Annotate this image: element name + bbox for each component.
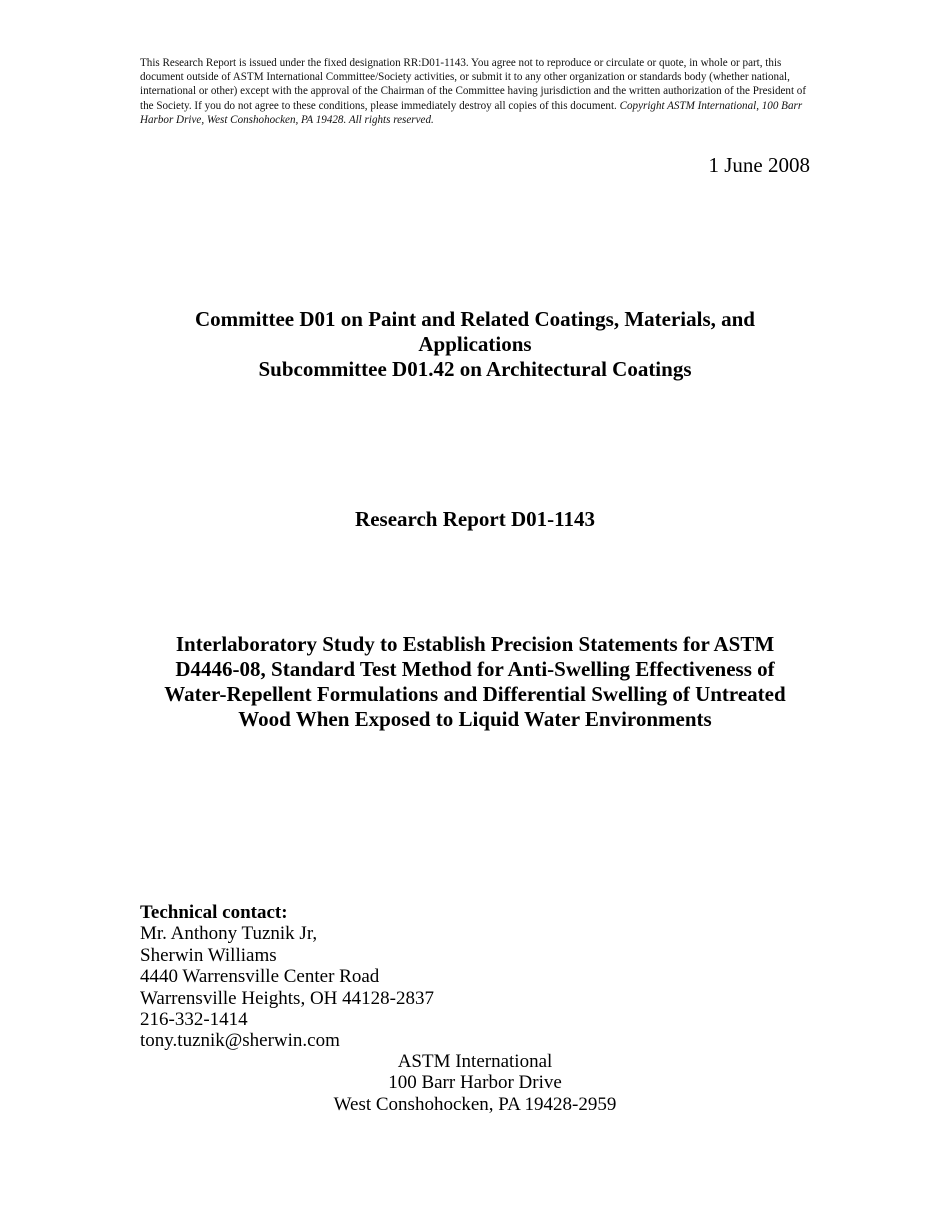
contact-city: Warrensville Heights, OH 44128-2837 xyxy=(140,987,434,1009)
contact-name: Mr. Anthony Tuznik Jr, xyxy=(140,923,318,945)
technical-contact xyxy=(140,902,434,1052)
report-date: 1 June 2008 xyxy=(708,153,810,177)
report-number: Research Report D01-1143 xyxy=(355,507,595,531)
contact-company: Sherwin Williams xyxy=(140,944,277,966)
astm-name: ASTM International xyxy=(397,1051,553,1072)
committee-line-1: Committee D01 on Paint and Related Coatings, Materials, and xyxy=(195,307,755,331)
astm-street: 100 Barr Harbor Drive xyxy=(388,1072,562,1094)
contact-email: tony.tuznik@sherwin.com xyxy=(140,1030,340,1052)
notice-copyright: Copyright ASTM International, 100 Barr Harbor Drive, West Conshohocken, PA 19428. All rights reserved. xyxy=(140,99,803,126)
report-title xyxy=(140,632,810,732)
title-line-1: Interlaboratory Study to Establish Precision Statements for ASTM xyxy=(175,632,775,656)
contact-street: 4440 Warrensville Center Road xyxy=(140,966,380,988)
copyright-notice xyxy=(140,56,812,127)
title-line-3: Water-Repellent Formulations and Differential Swelling of Untreated xyxy=(164,682,786,706)
contact-phone: 216-332-1414 xyxy=(140,1009,248,1031)
astm-address xyxy=(0,1051,950,1115)
contact-label: Technical contact: xyxy=(140,902,288,923)
astm-city: West Conshohocken, PA 19428-2959 xyxy=(333,1093,617,1115)
committee-line-2: Applications xyxy=(418,332,532,356)
title-line-2: D4446-08, Standard Test Method for Anti-Swelling Effectiveness of xyxy=(175,657,775,681)
title-line-4: Wood When Exposed to Liquid Water Environments xyxy=(238,707,712,731)
committee-heading xyxy=(0,307,950,382)
subcommittee-line: Subcommittee D01.42 on Architectural Coatings xyxy=(258,357,692,381)
notice-text: This Research Report is issued under the fixed designation RR:D01-1143. You agree not to reproduce or circulate or quote, in whole or part, this document outside of ASTM International Committee/Society activities, or submit it to any other organization or standards body (whether national, international or other) except with the approval of the Chairman of the Committee having jurisdiction and the written authorization of the President of the Society. If you do not agree to these conditions, please immediately destroy all copies of this document. xyxy=(140,57,807,112)
